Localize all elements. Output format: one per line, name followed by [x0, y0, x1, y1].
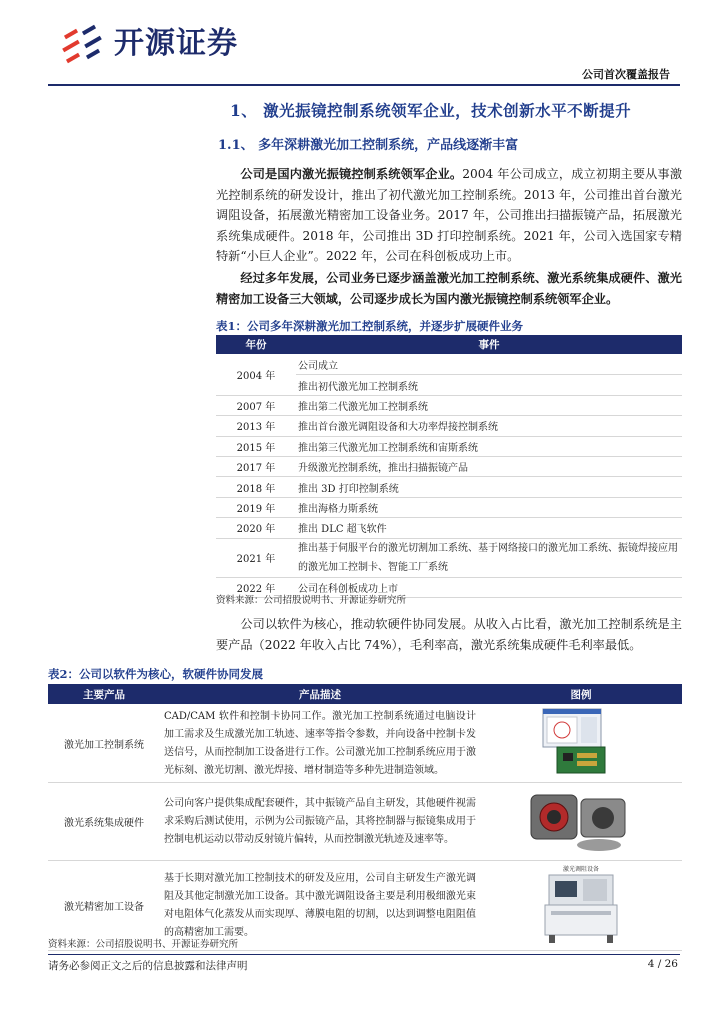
event-cell: 推出第二代激光加工控制系统 — [296, 395, 682, 415]
table2-source: 资料来源：公司招股说明书、开源证券研究所 — [48, 939, 239, 950]
picture-cell — [480, 783, 682, 861]
summary-paragraph: 经过多年发展，公司业务已逐步涵盖激光加工控制系统、激光系统集成硬件、激光精密加工设备三大领域，公司逐步成长为国内激光振镜控制系统领军企业。 — [216, 271, 682, 306]
table2 — [48, 705, 682, 951]
event-cell: 推出首台激光调阻设备和大功率焊接控制系统 — [296, 416, 682, 436]
year-cell: 2021 年 — [216, 538, 296, 577]
table-row — [216, 518, 682, 538]
subsection-title: 1.1、 多年深耕激光加工控制系统，产品线逐渐丰富 — [218, 138, 519, 153]
table-row — [216, 538, 682, 577]
year-cell: 2015 年 — [216, 436, 296, 456]
intro-paragraph — [216, 164, 682, 267]
machine-label: 激光调阻设备 — [562, 866, 600, 873]
laser-trimming-machine-image — [531, 863, 631, 945]
page-number: 4 / 26 — [647, 958, 678, 970]
software-paragraph: 公司以软件为核心，推动软硬件协同发展。从收入占比看，激光加工控制系统是主要产品（2022 年收入占比 74%），毛利率高，激光系统集成硬件毛利率最低。 — [216, 617, 682, 652]
table2-col-product: 主要产品 — [83, 688, 125, 701]
event-cell: 升级激光控制系统，推出扫描振镜产品 — [296, 456, 682, 476]
table1-source: 资料来源：公司招股说明书、开源证券研究所 — [216, 595, 407, 606]
table-row — [216, 436, 682, 456]
table-row — [216, 416, 682, 436]
table-row — [216, 477, 682, 497]
table-row — [216, 497, 682, 517]
event-cell: 推出 DLC 超飞软件 — [296, 518, 682, 538]
table2-header — [48, 684, 682, 704]
table-row — [216, 355, 682, 375]
event-cell: 公司成立 — [296, 355, 682, 375]
table-row — [216, 456, 682, 476]
description-cell: CAD/CAM 软件和控制卡协同工作。激光加工控制系统通过电脑设计加工需求及生成激光加工轨迹、速率等指令参数，并向设备中控制卡发送信号，从而控制加工设备进行工作。公司激光加工控制系统应用于激光标刻、激光切割、激光焊接、增材制造等多种先进制造领域。 — [160, 705, 480, 783]
description-cell: 基于长期对激光加工控制技术的研发及应用，公司自主研发生产激光调阻及其他定制激光加工设备。其中激光调阻设备主要是利用极细激光束对电阻体气化蒸发从而实现厚、薄膜电阻的切割，以达到调整电阻阻值的高精密加工需要。 — [160, 861, 480, 951]
table1-title: 表1：公司多年深耕激光加工控制系统，并逐步扩展硬件业务 — [216, 319, 523, 333]
year-cell: 2020 年 — [216, 518, 296, 538]
table2-col-pic: 图例 — [570, 688, 592, 701]
event-cell: 推出 3D 打印控制系统 — [296, 477, 682, 497]
table1-header — [216, 335, 682, 354]
product-cell: 激光加工控制系统 — [48, 705, 160, 783]
event-cell: 推出初代激光加工控制系统 — [296, 375, 682, 395]
footer-disclaimer: 请务必参阅正文之后的信息披露和法律声明 — [48, 960, 248, 972]
event-cell: 推出海格力斯系统 — [296, 497, 682, 517]
table2-title: 表2：公司以软件为核心，软硬件协同发展 — [48, 667, 263, 681]
year-cell: 2007 年 — [216, 395, 296, 415]
table-row — [48, 783, 682, 861]
intro-lead: 公司是国内激光振镜控制系统领军企业。 — [240, 167, 463, 181]
table1-col-event: 事件 — [478, 339, 500, 351]
year-cell: 2019 年 — [216, 497, 296, 517]
table2-col-desc: 产品描述 — [299, 688, 341, 701]
picture-cell — [480, 861, 682, 951]
picture-cell — [480, 705, 682, 783]
year-cell: 2017 年 — [216, 456, 296, 476]
section-title: 1、 激光振镜控制系统领军企业，技术创新水平不断提升 — [230, 101, 632, 120]
event-cell: 公司在科创板成功上市 — [296, 577, 682, 597]
year-cell: 2018 年 — [216, 477, 296, 497]
event-cell: 推出基于伺服平台的激光切割加工系统、基于网络接口的激光加工系统、振镜焊接应用的激光加工控制卡、智能工厂系统 — [296, 538, 682, 577]
product-cell: 激光系统集成硬件 — [48, 783, 160, 861]
brand-name: 开源证券 — [114, 26, 238, 61]
year-cell: 2004 年 — [216, 355, 296, 395]
description-cell: 公司向客户提供集成配套硬件，其中振镜产品自主研发，其他硬件视需求采购后测试使用，示例为公司振镜产品，其将控制器与振镜集成用于控制电机运动以带动反射镜片偏转，从而控制激光轨迹及速率等。 — [160, 783, 480, 861]
header-divider — [48, 84, 680, 86]
product-cell: 激光精密加工设备 — [48, 861, 160, 951]
event-cell: 推出第三代激光加工控制系统和宙斯系统 — [296, 436, 682, 456]
galvo-scanner-image — [521, 785, 641, 855]
year-cell: 2013 年 — [216, 416, 296, 436]
table-row — [216, 395, 682, 415]
footer-divider — [48, 954, 680, 955]
table1-col-year: 年份 — [245, 339, 267, 351]
year-cell: 2022 年 — [216, 577, 296, 597]
intro-body: 2004 年公司成立，成立初期主要从事激光控制系统的研发设计，推出了初代激光加工控制系统。2013 年，公司推出首台激光调阻设备，拓展激光精密加工设备业务。2017 年，公司推出扫描振镜产品，拓展激光系统集成硬件。2018 年，公司推出 3D 打印控制系统。2021 年，公司入选国家专精特新“小巨人企业”。2022 年，公司在科创板成功上市。 — [216, 167, 683, 263]
table1 — [216, 355, 682, 598]
table-row — [48, 705, 682, 783]
brand-logo-icon — [60, 22, 108, 66]
control-software-image — [533, 707, 629, 777]
report-type: 公司首次覆盖报告 — [582, 68, 670, 81]
